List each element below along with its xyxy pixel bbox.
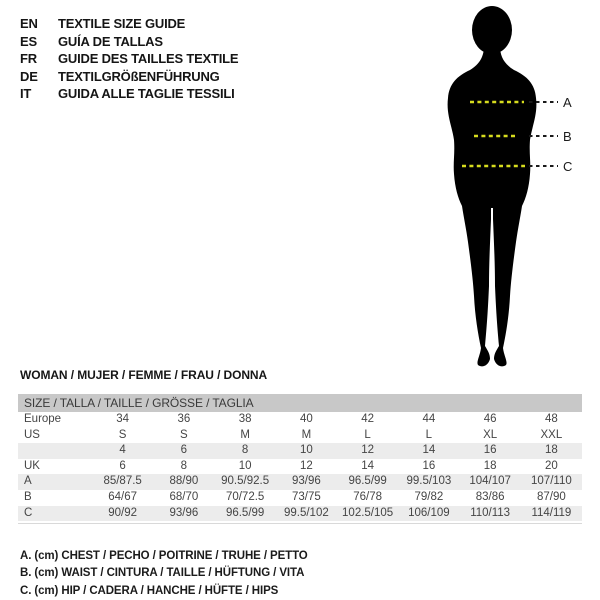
size-cell: 93/96: [291, 475, 321, 488]
language-title: GUIDE DES TAILLES TEXTILE: [58, 51, 239, 67]
language-row: [20, 15, 238, 33]
size-cell: 48: [544, 413, 558, 425]
table-row: [18, 506, 582, 522]
size-cell: 44: [422, 413, 436, 425]
size-cell: 14: [361, 459, 375, 472]
size-cell: L: [364, 428, 371, 441]
size-cell: 70/72.5: [225, 490, 265, 503]
language-title: TEXTILE SIZE GUIDE: [58, 16, 186, 31]
table-row: [18, 428, 582, 444]
table-row: [18, 474, 582, 490]
row-label: UK: [24, 459, 40, 472]
size-cell: L: [425, 428, 433, 441]
row-label: Europe: [24, 413, 62, 425]
size-cell: 12: [361, 444, 375, 457]
size-cell: 6: [119, 459, 126, 472]
size-cell: 18: [483, 459, 497, 472]
size-table: [18, 394, 582, 524]
table-row: [18, 459, 582, 475]
size-cell: S: [180, 428, 188, 441]
size-cell: 46: [483, 413, 497, 425]
legend-line: C. (cm) HIP / CADERA / HANCHE / HÜFTE / HIPS: [20, 584, 279, 597]
size-table-body: [18, 412, 582, 521]
size-cell: 4: [119, 444, 126, 457]
language-code: EN: [20, 16, 38, 31]
row-label: [18, 443, 92, 459]
size-cell: S: [118, 428, 127, 441]
measurement-label-c: C: [563, 159, 573, 174]
size-cell: 96.5/99: [225, 506, 265, 519]
size-cell: 88/90: [169, 475, 199, 488]
language-title: GUIDA ALLE TAGLIE TESSILI: [58, 86, 235, 102]
measurement-legend: [20, 548, 308, 600]
table-row: [18, 443, 582, 459]
language-code: DE: [20, 68, 38, 84]
size-cell: 102.5/105: [342, 506, 394, 519]
measurement-label-a: A: [563, 95, 572, 110]
size-cell: 106/109: [408, 506, 450, 519]
size-cell: 83/86: [475, 490, 505, 503]
row-label: US: [24, 428, 40, 441]
language-row: [20, 33, 238, 51]
language-code: ES: [20, 33, 37, 49]
woman-figure: [412, 4, 572, 370]
size-cell: 10: [299, 444, 313, 457]
size-cell: 10: [238, 459, 252, 472]
size-cell: 42: [361, 413, 375, 425]
language-code: FR: [20, 51, 37, 67]
size-cell: 90.5/92.5: [221, 475, 270, 488]
table-row: [18, 490, 582, 506]
language-row: [20, 68, 238, 86]
size-cell: 20: [544, 459, 558, 472]
language-title: TEXTILGRÖßENFÜHRUNG: [58, 68, 220, 84]
size-cell: 110/113: [470, 506, 511, 519]
size-cell: 76/78: [353, 490, 383, 503]
size-cell: 16: [422, 459, 436, 472]
size-cell: 90/92: [108, 506, 138, 519]
size-cell: 18: [544, 444, 558, 457]
row-label: C: [24, 506, 33, 519]
woman-silhouette-svg: [412, 4, 572, 370]
size-cell: 96.5/99: [348, 475, 387, 488]
size-cell: 38: [238, 413, 252, 425]
language-code: IT: [20, 86, 32, 102]
size-cell: 34: [116, 413, 130, 425]
size-cell: 12: [299, 459, 313, 472]
row-label: B: [24, 490, 32, 503]
size-cell: XXL: [540, 428, 563, 441]
size-cell: 68/70: [169, 490, 199, 503]
legend-line: B. (cm) WAIST / CINTURA / TAILLE / HÜFTUNG / VITA: [20, 567, 305, 580]
size-cell: 107/110: [531, 475, 572, 488]
section-title: WOMAN / MUJER / FEMME / FRAU / DONNA: [20, 368, 268, 382]
size-cell: 79/82: [414, 490, 444, 503]
size-cell: 73/75: [291, 490, 321, 503]
size-cell: 87/90: [536, 490, 566, 503]
size-cell: M: [240, 428, 250, 441]
size-cell: 6: [180, 444, 188, 457]
size-cell: XL: [483, 428, 498, 441]
size-cell: 99.5/102: [283, 506, 329, 519]
size-cell: 85/87.5: [103, 475, 142, 488]
size-cell: 36: [177, 413, 191, 425]
size-cell: 64/67: [108, 490, 138, 503]
size-cell: 16: [483, 444, 497, 457]
size-cell: 104/107: [469, 475, 511, 488]
size-cell: 99.5/103: [406, 475, 452, 488]
row-label: A: [24, 475, 32, 488]
legend-line: A. (cm) CHEST / PECHO / POITRINE / TRUHE / PETTO: [20, 550, 308, 562]
size-cell: 93/96: [169, 506, 199, 519]
size-table-header: SIZE / TALLA / TAILLE / GRÖSSE / TAGLIA: [18, 394, 582, 412]
language-title: GUÍA DE TALLAS: [58, 33, 163, 49]
language-row: [20, 50, 238, 68]
size-cell: M: [301, 428, 312, 441]
size-cell: 14: [422, 444, 436, 457]
size-cell: 114/119: [531, 506, 572, 519]
table-bottom-border: [18, 523, 582, 524]
language-row: [20, 85, 238, 103]
silhouette-body: [448, 46, 537, 366]
size-cell: 8: [180, 459, 188, 472]
size-cell: 8: [241, 444, 249, 457]
table-row: [18, 412, 582, 428]
measurement-label-b: B: [563, 129, 572, 144]
size-cell: 40: [299, 413, 313, 425]
language-list: [20, 15, 238, 103]
